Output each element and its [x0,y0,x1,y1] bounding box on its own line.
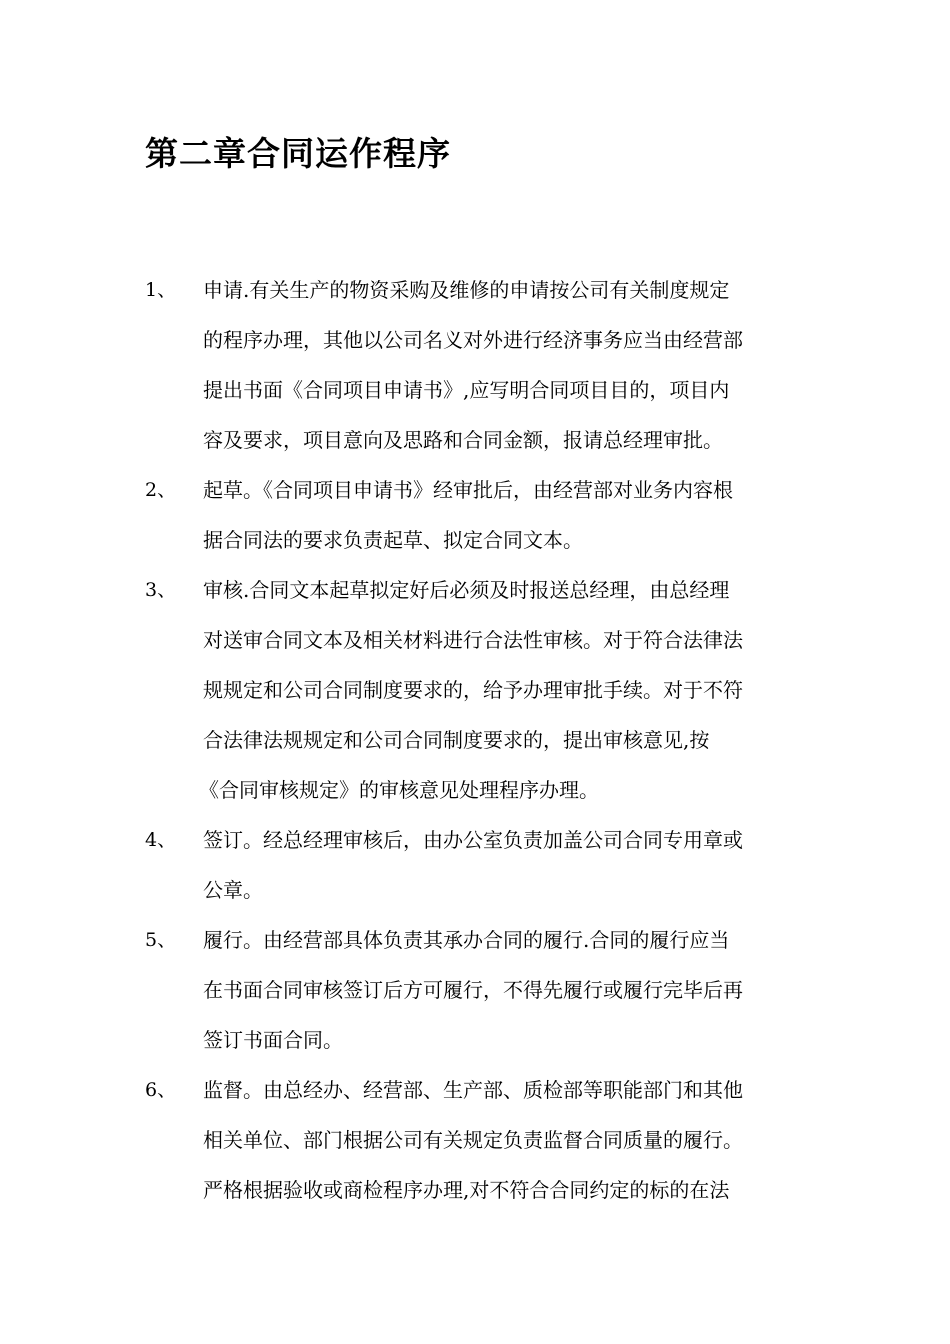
item-text-line: 签订书面合同。 [203,1028,343,1052]
list-item [145,565,825,815]
list-item [145,915,825,1065]
list-item [145,265,825,465]
list-item [145,465,825,565]
procedure-list [145,265,825,1215]
item-text-line: 起草。《合同项目申请书》经审批后，由经营部对业务内容根 [203,478,733,502]
item-number: 6、 [145,1079,177,1101]
item-number: 2、 [145,479,177,501]
list-item [145,815,825,915]
item-text-line: 公章。 [203,878,263,902]
item-text-line: 容及要求，项目意向及思路和合同金额，报请总经理审批。 [203,428,723,452]
item-text-line: 提出书面《合同项目申请书》,应写明合同项目目的，项目内 [203,378,730,402]
list-item [145,1065,825,1215]
item-text-line: 合法律法规规定和公司合同制度要求的，提出审核意见,按 [203,728,710,752]
item-text-line: 规规定和公司合同制度要求的，给予办理审批手续。对于不符 [203,678,743,702]
item-text-line: 申请.有关生产的物资采购及维修的申请按公司有关制度规定 [203,278,730,302]
item-text-line: 签订。经总经理审核后，由办公室负责加盖公司合同专用章或 [203,828,743,852]
item-text-line: 《合同审核规定》的审核意见处理程序办理。 [199,778,599,802]
item-text-line: 履行。由经营部具体负责其承办合同的履行.合同的履行应当 [203,928,730,952]
item-text-line: 据合同法的要求负责起草、拟定合同文本。 [203,528,583,552]
item-number: 5、 [145,929,177,951]
item-text-line: 在书面合同审核签订后方可履行，不得先履行或履行完毕后再 [203,978,743,1002]
item-text-line: 审核.合同文本起草拟定好后必须及时报送总经理，由总经理 [203,578,730,602]
item-number: 4、 [145,829,177,851]
item-text-line: 监督。由总经办、经营部、生产部、质检部等职能部门和其他 [203,1078,743,1102]
item-text-line: 对送审合同文本及相关材料进行合法性审核。对于符合法律法 [203,628,743,652]
item-text-line: 相关单位、部门根据公司有关规定负责监督合同质量的履行。 [203,1128,743,1152]
item-text-line: 的程序办理，其他以公司名义对外进行经济事务应当由经营部 [203,328,743,352]
chapter-title: 第二章合同运作程序 [145,134,451,173]
item-number: 3、 [145,579,177,601]
item-number: 1、 [145,279,177,301]
item-text-line: 严格根据验收或商检程序办理,对不符合合同约定的标的在法 [203,1178,730,1202]
